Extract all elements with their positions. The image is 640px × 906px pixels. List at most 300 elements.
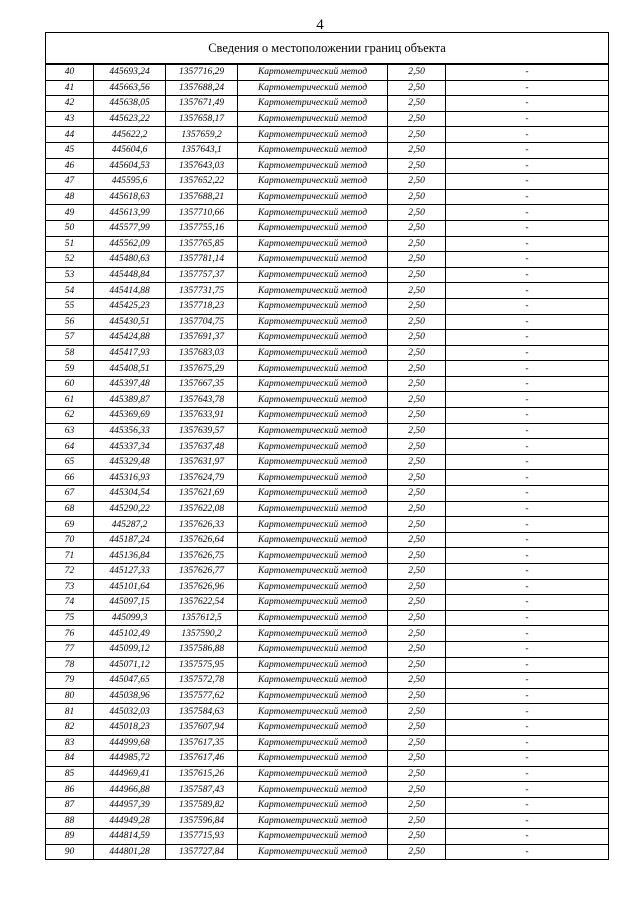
method-cell: Картометрический метод <box>238 813 388 829</box>
method-cell: Картометрический метод <box>238 782 388 798</box>
x-coordinate-cell: 445389,87 <box>94 392 166 408</box>
x-coordinate-cell: 445369,69 <box>94 408 166 424</box>
point-number-cell: 51 <box>46 236 94 252</box>
y-coordinate-cell: 1357587,43 <box>166 782 238 798</box>
method-cell: Картометрический метод <box>238 657 388 673</box>
table-row <box>46 376 609 392</box>
y-coordinate-cell: 1357731,75 <box>166 283 238 299</box>
y-coordinate-cell: 1357710,66 <box>166 205 238 221</box>
method-cell: Картометрический метод <box>238 408 388 424</box>
table-row <box>46 766 609 782</box>
description-cell: - <box>446 361 609 377</box>
x-coordinate-cell: 445425,23 <box>94 298 166 314</box>
precision-cell: 2,50 <box>388 220 446 236</box>
point-number-cell: 52 <box>46 252 94 268</box>
precision-cell: 2,50 <box>388 470 446 486</box>
precision-cell: 2,50 <box>388 657 446 673</box>
point-number-cell: 81 <box>46 704 94 720</box>
method-cell: Картометрический метод <box>238 454 388 470</box>
method-cell: Картометрический метод <box>238 158 388 174</box>
method-cell: Картометрический метод <box>238 673 388 689</box>
x-coordinate-cell: 445018,23 <box>94 719 166 735</box>
description-cell: - <box>446 189 609 205</box>
precision-cell: 2,50 <box>388 298 446 314</box>
precision-cell: 2,50 <box>388 267 446 283</box>
y-coordinate-cell: 1357652,22 <box>166 174 238 190</box>
table-row <box>46 595 609 611</box>
description-cell: - <box>446 548 609 564</box>
table-row <box>46 189 609 205</box>
point-number-cell: 56 <box>46 314 94 330</box>
precision-cell: 2,50 <box>388 486 446 502</box>
method-cell: Картометрический метод <box>238 501 388 517</box>
y-coordinate-cell: 1357683,03 <box>166 345 238 361</box>
method-cell: Картометрический метод <box>238 751 388 767</box>
table-row <box>46 517 609 533</box>
table-row <box>46 782 609 798</box>
table-row <box>46 298 609 314</box>
table-row <box>46 127 609 143</box>
y-coordinate-cell: 1357589,82 <box>166 797 238 813</box>
y-coordinate-cell: 1357781,14 <box>166 252 238 268</box>
point-number-cell: 77 <box>46 641 94 657</box>
x-coordinate-cell: 445663,56 <box>94 80 166 96</box>
description-cell: - <box>446 766 609 782</box>
point-number-cell: 44 <box>46 127 94 143</box>
precision-cell: 2,50 <box>388 439 446 455</box>
point-number-cell: 84 <box>46 751 94 767</box>
method-cell: Картометрический метод <box>238 423 388 439</box>
precision-cell: 2,50 <box>388 626 446 642</box>
description-cell: - <box>446 423 609 439</box>
x-coordinate-cell: 445187,24 <box>94 532 166 548</box>
description-cell: - <box>446 64 609 80</box>
table-row <box>46 719 609 735</box>
point-number-cell: 41 <box>46 80 94 96</box>
point-number-cell: 40 <box>46 64 94 80</box>
point-number-cell: 50 <box>46 220 94 236</box>
table-row <box>46 626 609 642</box>
precision-cell: 2,50 <box>388 735 446 751</box>
table-row <box>46 735 609 751</box>
precision-cell: 2,50 <box>388 641 446 657</box>
table-row <box>46 454 609 470</box>
table-row <box>46 532 609 548</box>
method-cell: Картометрический метод <box>238 142 388 158</box>
method-cell: Картометрический метод <box>238 626 388 642</box>
method-cell: Картометрический метод <box>238 96 388 112</box>
precision-cell: 2,50 <box>388 782 446 798</box>
method-cell: Картометрический метод <box>238 189 388 205</box>
precision-cell: 2,50 <box>388 408 446 424</box>
table-row <box>46 564 609 580</box>
x-coordinate-cell: 445448,84 <box>94 267 166 283</box>
precision-cell: 2,50 <box>388 111 446 127</box>
point-number-cell: 87 <box>46 797 94 813</box>
table-row <box>46 813 609 829</box>
table-row <box>46 174 609 190</box>
point-number-cell: 43 <box>46 111 94 127</box>
x-coordinate-cell: 445316,93 <box>94 470 166 486</box>
x-coordinate-cell: 445038,96 <box>94 688 166 704</box>
description-cell: - <box>446 844 609 860</box>
description-cell: - <box>446 158 609 174</box>
precision-cell: 2,50 <box>388 236 446 252</box>
y-coordinate-cell: 1357626,77 <box>166 564 238 580</box>
x-coordinate-cell: 445047,65 <box>94 673 166 689</box>
method-cell: Картометрический метод <box>238 174 388 190</box>
description-cell: - <box>446 174 609 190</box>
x-coordinate-cell: 445480,63 <box>94 252 166 268</box>
x-coordinate-cell: 445287,2 <box>94 517 166 533</box>
x-coordinate-cell: 445102,49 <box>94 626 166 642</box>
point-number-cell: 54 <box>46 283 94 299</box>
x-coordinate-cell: 445127,33 <box>94 564 166 580</box>
description-cell: - <box>446 486 609 502</box>
method-cell: Картометрический метод <box>238 330 388 346</box>
point-number-cell: 70 <box>46 532 94 548</box>
method-cell: Картометрический метод <box>238 719 388 735</box>
method-cell: Картометрический метод <box>238 704 388 720</box>
table-row <box>46 96 609 112</box>
point-number-cell: 76 <box>46 626 94 642</box>
point-number-cell: 55 <box>46 298 94 314</box>
point-number-cell: 68 <box>46 501 94 517</box>
point-number-cell: 67 <box>46 486 94 502</box>
table-row <box>46 610 609 626</box>
precision-cell: 2,50 <box>388 252 446 268</box>
x-coordinate-cell: 445430,51 <box>94 314 166 330</box>
precision-cell: 2,50 <box>388 548 446 564</box>
precision-cell: 2,50 <box>388 844 446 860</box>
y-coordinate-cell: 1357626,75 <box>166 548 238 564</box>
table-row <box>46 579 609 595</box>
description-cell: - <box>446 719 609 735</box>
precision-cell: 2,50 <box>388 532 446 548</box>
method-cell: Картометрический метод <box>238 829 388 845</box>
description-cell: - <box>446 252 609 268</box>
point-number-cell: 86 <box>46 782 94 798</box>
table-row <box>46 392 609 408</box>
point-number-cell: 85 <box>46 766 94 782</box>
x-coordinate-cell: 445101,64 <box>94 579 166 595</box>
y-coordinate-cell: 1357586,88 <box>166 641 238 657</box>
y-coordinate-cell: 1357718,23 <box>166 298 238 314</box>
table-row <box>46 548 609 564</box>
y-coordinate-cell: 1357716,29 <box>166 64 238 80</box>
x-coordinate-cell: 445356,33 <box>94 423 166 439</box>
point-number-cell: 74 <box>46 595 94 611</box>
method-cell: Картометрический метод <box>238 252 388 268</box>
table-row <box>46 486 609 502</box>
y-coordinate-cell: 1357617,35 <box>166 735 238 751</box>
point-number-cell: 69 <box>46 517 94 533</box>
x-coordinate-cell: 445562,09 <box>94 236 166 252</box>
y-coordinate-cell: 1357675,29 <box>166 361 238 377</box>
y-coordinate-cell: 1357643,1 <box>166 142 238 158</box>
precision-cell: 2,50 <box>388 797 446 813</box>
x-coordinate-cell: 444814,59 <box>94 829 166 845</box>
x-coordinate-cell: 445099,3 <box>94 610 166 626</box>
point-number-cell: 66 <box>46 470 94 486</box>
x-coordinate-cell: 445613,99 <box>94 205 166 221</box>
y-coordinate-cell: 1357626,33 <box>166 517 238 533</box>
description-cell: - <box>446 408 609 424</box>
method-cell: Картометрический метод <box>238 766 388 782</box>
y-coordinate-cell: 1357577,62 <box>166 688 238 704</box>
method-cell: Картометрический метод <box>238 283 388 299</box>
x-coordinate-cell: 445397,48 <box>94 376 166 392</box>
precision-cell: 2,50 <box>388 766 446 782</box>
y-coordinate-cell: 1357715,93 <box>166 829 238 845</box>
precision-cell: 2,50 <box>388 829 446 845</box>
x-coordinate-cell: 445604,53 <box>94 158 166 174</box>
precision-cell: 2,50 <box>388 64 446 80</box>
table-row <box>46 797 609 813</box>
table-row <box>46 205 609 221</box>
x-coordinate-cell: 445329,48 <box>94 454 166 470</box>
point-number-cell: 73 <box>46 579 94 595</box>
description-cell: - <box>446 345 609 361</box>
description-cell: - <box>446 111 609 127</box>
y-coordinate-cell: 1357643,03 <box>166 158 238 174</box>
y-coordinate-cell: 1357622,08 <box>166 501 238 517</box>
description-cell: - <box>446 704 609 720</box>
y-coordinate-cell: 1357637,48 <box>166 439 238 455</box>
point-number-cell: 45 <box>46 142 94 158</box>
table-row <box>46 236 609 252</box>
y-coordinate-cell: 1357572,78 <box>166 673 238 689</box>
description-cell: - <box>446 283 609 299</box>
description-cell: - <box>446 797 609 813</box>
method-cell: Картометрический метод <box>238 517 388 533</box>
point-number-cell: 57 <box>46 330 94 346</box>
method-cell: Картометрический метод <box>238 314 388 330</box>
table-row <box>46 142 609 158</box>
y-coordinate-cell: 1357658,17 <box>166 111 238 127</box>
method-cell: Картометрический метод <box>238 236 388 252</box>
description-cell: - <box>446 392 609 408</box>
point-number-cell: 89 <box>46 829 94 845</box>
x-coordinate-cell: 444949,28 <box>94 813 166 829</box>
description-cell: - <box>446 829 609 845</box>
y-coordinate-cell: 1357727,84 <box>166 844 238 860</box>
table-row <box>46 361 609 377</box>
x-coordinate-cell: 445071,12 <box>94 657 166 673</box>
precision-cell: 2,50 <box>388 330 446 346</box>
y-coordinate-cell: 1357607,94 <box>166 719 238 735</box>
description-cell: - <box>446 813 609 829</box>
x-coordinate-cell: 445638,05 <box>94 96 166 112</box>
page-number: 4 <box>316 17 324 33</box>
point-number-cell: 80 <box>46 688 94 704</box>
point-number-cell: 63 <box>46 423 94 439</box>
method-cell: Картометрический метод <box>238 688 388 704</box>
table-row <box>46 330 609 346</box>
description-cell: - <box>446 96 609 112</box>
point-number-cell: 59 <box>46 361 94 377</box>
description-cell: - <box>446 610 609 626</box>
method-cell: Картометрический метод <box>238 564 388 580</box>
y-coordinate-cell: 1357631,97 <box>166 454 238 470</box>
x-coordinate-cell: 445417,93 <box>94 345 166 361</box>
point-number-cell: 82 <box>46 719 94 735</box>
description-cell: - <box>446 751 609 767</box>
y-coordinate-cell: 1357688,21 <box>166 189 238 205</box>
y-coordinate-cell: 1357622,54 <box>166 595 238 611</box>
y-coordinate-cell: 1357765,85 <box>166 236 238 252</box>
x-coordinate-cell: 445618,63 <box>94 189 166 205</box>
table-row <box>46 829 609 845</box>
x-coordinate-cell: 444957,39 <box>94 797 166 813</box>
precision-cell: 2,50 <box>388 423 446 439</box>
point-number-cell: 53 <box>46 267 94 283</box>
y-coordinate-cell: 1357659,2 <box>166 127 238 143</box>
precision-cell: 2,50 <box>388 813 446 829</box>
method-cell: Картометрический метод <box>238 595 388 611</box>
x-coordinate-cell: 444985,72 <box>94 751 166 767</box>
description-cell: - <box>446 142 609 158</box>
x-coordinate-cell: 445408,51 <box>94 361 166 377</box>
method-cell: Картометрический метод <box>238 267 388 283</box>
table-row <box>46 641 609 657</box>
table-row <box>46 345 609 361</box>
description-cell: - <box>446 439 609 455</box>
precision-cell: 2,50 <box>388 579 446 595</box>
x-coordinate-cell: 445097,15 <box>94 595 166 611</box>
method-cell: Картометрический метод <box>238 439 388 455</box>
x-coordinate-cell: 445604,6 <box>94 142 166 158</box>
table-row <box>46 470 609 486</box>
y-coordinate-cell: 1357626,64 <box>166 532 238 548</box>
table-row <box>46 844 609 860</box>
y-coordinate-cell: 1357757,37 <box>166 267 238 283</box>
table-row <box>46 80 609 96</box>
x-coordinate-cell: 445099,12 <box>94 641 166 657</box>
precision-cell: 2,50 <box>388 345 446 361</box>
description-cell: - <box>446 657 609 673</box>
description-cell: - <box>446 220 609 236</box>
description-cell: - <box>446 454 609 470</box>
y-coordinate-cell: 1357617,46 <box>166 751 238 767</box>
description-cell: - <box>446 641 609 657</box>
precision-cell: 2,50 <box>388 376 446 392</box>
table-row <box>46 751 609 767</box>
method-cell: Картометрический метод <box>238 735 388 751</box>
table-row <box>46 673 609 689</box>
description-cell: - <box>446 688 609 704</box>
y-coordinate-cell: 1357633,91 <box>166 408 238 424</box>
x-coordinate-cell: 444801,28 <box>94 844 166 860</box>
precision-cell: 2,50 <box>388 704 446 720</box>
y-coordinate-cell: 1357615,26 <box>166 766 238 782</box>
description-cell: - <box>446 595 609 611</box>
y-coordinate-cell: 1357704,75 <box>166 314 238 330</box>
description-cell: - <box>446 330 609 346</box>
y-coordinate-cell: 1357626,96 <box>166 579 238 595</box>
point-number-cell: 65 <box>46 454 94 470</box>
method-cell: Картометрический метод <box>238 376 388 392</box>
table-row <box>46 267 609 283</box>
point-number-cell: 61 <box>46 392 94 408</box>
method-cell: Картометрический метод <box>238 797 388 813</box>
precision-cell: 2,50 <box>388 174 446 190</box>
point-number-cell: 90 <box>46 844 94 860</box>
description-cell: - <box>446 782 609 798</box>
y-coordinate-cell: 1357688,24 <box>166 80 238 96</box>
y-coordinate-cell: 1357621,69 <box>166 486 238 502</box>
point-number-cell: 47 <box>46 174 94 190</box>
description-cell: - <box>446 267 609 283</box>
x-coordinate-cell: 445595,6 <box>94 174 166 190</box>
y-coordinate-cell: 1357643,78 <box>166 392 238 408</box>
x-coordinate-cell: 445424,88 <box>94 330 166 346</box>
description-cell: - <box>446 735 609 751</box>
method-cell: Картометрический метод <box>238 205 388 221</box>
precision-cell: 2,50 <box>388 517 446 533</box>
precision-cell: 2,50 <box>388 142 446 158</box>
table-row <box>46 501 609 517</box>
x-coordinate-cell: 445622,2 <box>94 127 166 143</box>
x-coordinate-cell: 445304,54 <box>94 486 166 502</box>
y-coordinate-cell: 1357575,95 <box>166 657 238 673</box>
precision-cell: 2,50 <box>388 564 446 580</box>
description-cell: - <box>446 517 609 533</box>
point-number-cell: 64 <box>46 439 94 455</box>
method-cell: Картометрический метод <box>238 111 388 127</box>
method-cell: Картометрический метод <box>238 470 388 486</box>
table-row <box>46 283 609 299</box>
x-coordinate-cell: 445136,84 <box>94 548 166 564</box>
description-cell: - <box>446 127 609 143</box>
method-cell: Картометрический метод <box>238 486 388 502</box>
point-number-cell: 83 <box>46 735 94 751</box>
method-cell: Картометрический метод <box>238 579 388 595</box>
point-number-cell: 75 <box>46 610 94 626</box>
precision-cell: 2,50 <box>388 719 446 735</box>
point-number-cell: 58 <box>46 345 94 361</box>
point-number-cell: 60 <box>46 376 94 392</box>
method-cell: Картометрический метод <box>238 844 388 860</box>
method-cell: Картометрический метод <box>238 298 388 314</box>
table-title: Сведения о местоположении границ объекта <box>46 33 609 65</box>
method-cell: Картометрический метод <box>238 345 388 361</box>
y-coordinate-cell: 1357755,16 <box>166 220 238 236</box>
table-row <box>46 252 609 268</box>
x-coordinate-cell: 445693,24 <box>94 64 166 80</box>
table-header-row <box>46 33 609 65</box>
y-coordinate-cell: 1357596,84 <box>166 813 238 829</box>
point-number-cell: 78 <box>46 657 94 673</box>
point-number-cell: 48 <box>46 189 94 205</box>
y-coordinate-cell: 1357639,57 <box>166 423 238 439</box>
method-cell: Картометрический метод <box>238 127 388 143</box>
description-cell: - <box>446 314 609 330</box>
precision-cell: 2,50 <box>388 501 446 517</box>
y-coordinate-cell: 1357612,5 <box>166 610 238 626</box>
x-coordinate-cell: 445032,03 <box>94 704 166 720</box>
point-number-cell: 62 <box>46 408 94 424</box>
point-number-cell: 79 <box>46 673 94 689</box>
description-cell: - <box>446 376 609 392</box>
table-row <box>46 64 609 80</box>
precision-cell: 2,50 <box>388 673 446 689</box>
point-number-cell: 72 <box>46 564 94 580</box>
table-row <box>46 408 609 424</box>
description-cell: - <box>446 673 609 689</box>
y-coordinate-cell: 1357667,35 <box>166 376 238 392</box>
precision-cell: 2,50 <box>388 80 446 96</box>
